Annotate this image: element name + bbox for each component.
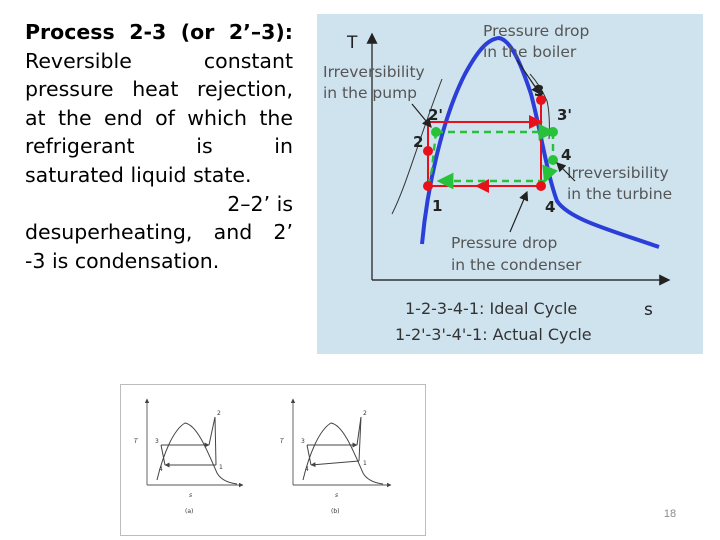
s-axis-label: s xyxy=(644,300,653,320)
legend-actual-cycle: 1-2'-3'-4'-1: Actual Cycle xyxy=(395,325,592,344)
cycle-figure xyxy=(120,384,426,536)
panel-b-point-4: 4 xyxy=(305,466,309,473)
body-line: at the end of which the xyxy=(25,105,293,130)
body-line: 2–2’ is xyxy=(227,191,293,216)
panel-a xyxy=(134,399,243,515)
pressure-drop-condenser-label: Pressure drop in the condenser xyxy=(451,234,582,274)
ideal-cycle xyxy=(428,100,541,186)
panel-a-point-3: 3 xyxy=(155,438,159,445)
state-point-4 xyxy=(536,181,546,191)
label-point-4-prime: 4 xyxy=(561,146,572,164)
state-point-3-prime xyxy=(548,127,558,137)
ts-diagram xyxy=(317,14,703,354)
t-axis-label: T xyxy=(347,33,358,53)
label-point-2: 2 xyxy=(413,133,424,151)
body-line: Reversible constant xyxy=(25,48,293,73)
irreversibility-turbine-label: Irreversibility in the turbine xyxy=(567,164,673,203)
panel-b-t-label: T xyxy=(280,438,284,445)
panel-b-point-2: 2 xyxy=(363,410,367,417)
panel-a-s-label: s xyxy=(189,492,193,499)
ts-diagram-svg xyxy=(317,14,703,354)
process-heading: Process 2-3 (or 2’–3): xyxy=(25,20,293,44)
panel-a-point-2: 2 xyxy=(217,410,221,417)
irreversibility-pump-label: Irreversibility in the pump xyxy=(323,63,425,102)
panel-b-point-3: 3 xyxy=(301,438,305,445)
state-point-1 xyxy=(423,181,433,191)
label-point-1: 1 xyxy=(432,197,443,215)
label-point-4: 4 xyxy=(545,198,556,216)
label-point-3-prime: 3' xyxy=(557,106,573,124)
body-line: saturated liquid state. xyxy=(25,162,252,187)
state-point-4-prime xyxy=(548,155,558,165)
body-line: refrigerant is in xyxy=(25,134,293,159)
body-line: pressure heat rejection, xyxy=(25,77,293,102)
cycle-figure-svg xyxy=(121,385,425,535)
panel-a-t-label: T xyxy=(134,438,138,445)
panel-b-caption: (b) xyxy=(331,508,340,515)
body-line: -3 is condensation. xyxy=(25,248,220,273)
body-text xyxy=(25,18,293,275)
state-point-2-prime xyxy=(431,127,441,137)
page-number: 18 xyxy=(663,508,677,520)
legend-ideal-cycle: 1-2-3-4-1: Ideal Cycle xyxy=(405,299,578,318)
panel-b-s-label: s xyxy=(335,492,339,499)
callout-arrow-condenser xyxy=(510,192,527,232)
panel-b-point-1: 1 xyxy=(363,460,367,467)
label-point-2-prime: 2' xyxy=(428,106,444,124)
actual-cycle xyxy=(428,132,553,186)
panel-a-point-1: 1 xyxy=(219,464,223,471)
panel-a-caption: (a) xyxy=(185,508,194,515)
label-point-3: 3 xyxy=(534,82,545,100)
state-point-2 xyxy=(423,146,433,156)
panel-a-point-4: 4 xyxy=(159,466,163,473)
body-line: desuperheating, and 2’ xyxy=(25,220,293,245)
panel-b xyxy=(280,399,391,515)
pressure-drop-boiler-label: Pressure drop in the boiler xyxy=(483,22,590,61)
